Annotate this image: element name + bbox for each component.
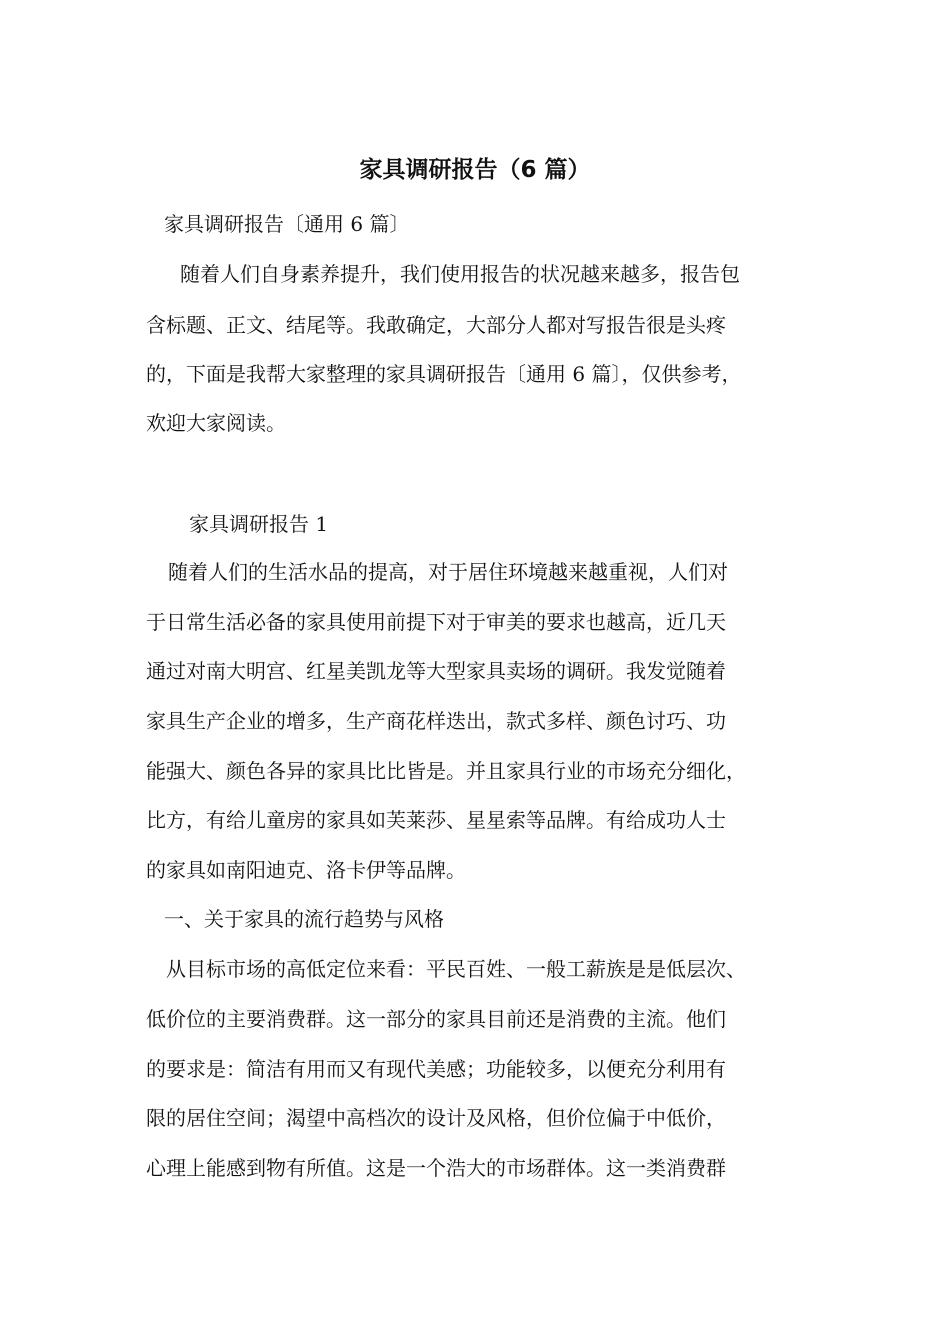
subheading: 一、关于家具的流行趋势与风格: [164, 907, 444, 931]
paragraph-line: 家具生产企业的增多，生产商花样迭出，款式多样、颜色讨巧、功: [146, 709, 726, 733]
paragraph-line: 低价位的主要消费群。这一部分的家具目前还是消费的主流。他们: [146, 1007, 726, 1031]
intro-line: 欢迎大家阅读。: [146, 411, 286, 435]
intro-line: 随着人们自身素养提升，我们使用报告的状况越来越多，报告包: [180, 262, 740, 286]
paragraph-line: 随着人们的生活水品的提高，对于居住环境越来越重视，人们对: [168, 560, 728, 584]
section-heading: 家具调研报告 1: [189, 512, 329, 536]
document-subtitle: 家具调研报告〔通用 6 篇〕: [164, 212, 410, 236]
paragraph-line: 心理上能感到物有所值。这是一个浩大的市场群体。这一类消费群: [146, 1156, 726, 1180]
paragraph-line: 的家具如南阳迪克、洛卡伊等品牌。: [146, 858, 466, 882]
intro-line: 含标题、正文、结尾等。我敢确定，大部分人都对写报告很是头疼: [146, 313, 726, 337]
paragraph-line: 从目标市场的高低定位来看：平民百姓、一般工薪族是是低层次、: [166, 957, 746, 981]
document-title: 家具调研报告（6 篇）: [359, 157, 591, 183]
paragraph-line: 限的居住空间；渴望中高档次的设计及风格，但价位偏于中低价，: [146, 1106, 726, 1130]
paragraph-line: 比方，有给儿童房的家具如芙莱莎、星星索等品牌。有给成功人士: [146, 808, 726, 832]
paragraph-line: 于日常生活必备的家具使用前提下对于审美的要求也越高，近几天: [146, 610, 726, 634]
paragraph-line: 的要求是：简洁有用而又有现代美感；功能较多，以便充分利用有: [146, 1057, 726, 1081]
paragraph-line: 能强大、颜色各异的家具比比皆是。并且家具行业的市场充分细化，: [146, 759, 746, 783]
intro-line: 的，下面是我帮大家整理的家具调研报告〔通用 6 篇〕，仅供参考，: [146, 362, 742, 386]
paragraph-line: 通过对南大明宫、红星美凯龙等大型家具卖场的调研。我发觉随着: [146, 659, 726, 683]
